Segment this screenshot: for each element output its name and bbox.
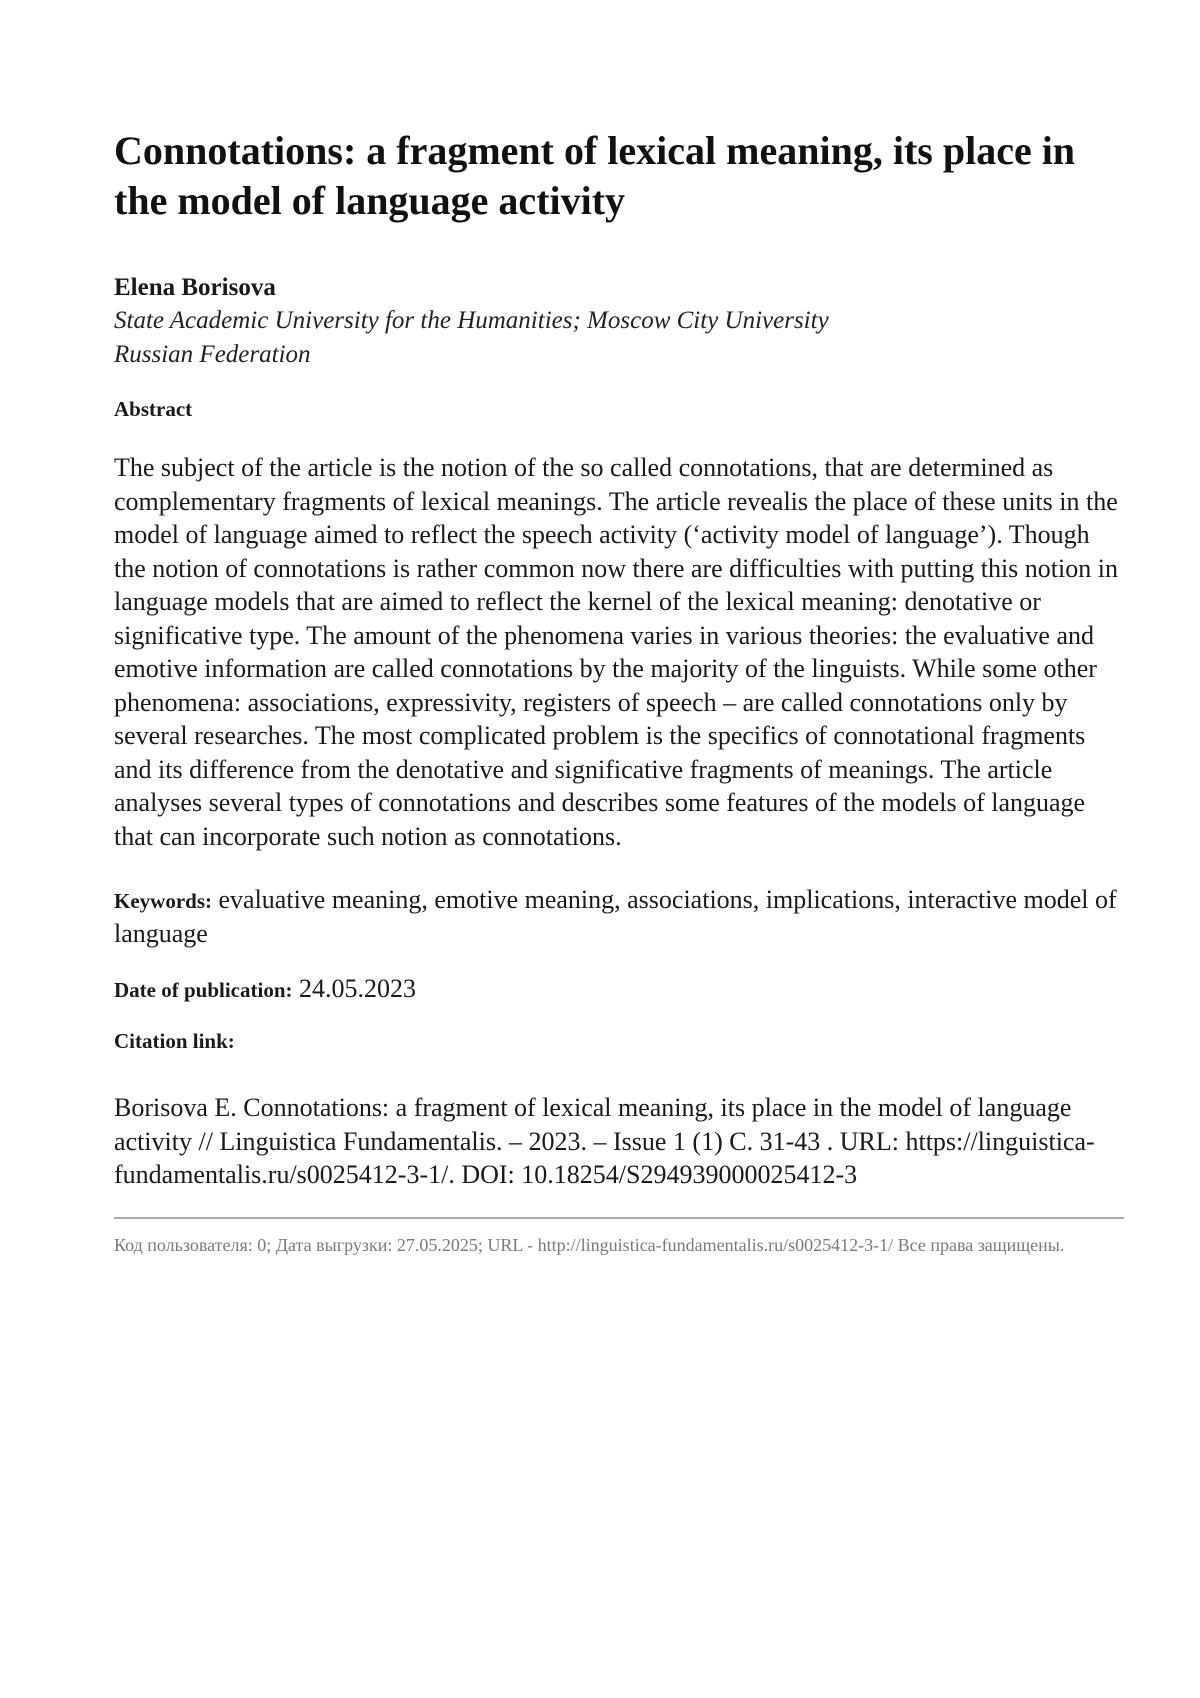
keywords-block — [114, 883, 1124, 950]
citation-heading: Citation link: — [114, 1029, 235, 1053]
citation-body: Borisova E. Connotations: a fragment of lexical meaning, its place in the model of language activity // Linguistica Fundamentalis. – 2023. – Issue 1 (1) C. 31-43 . URL: https://linguistica-fundamentalis.ru/s0025412-3-1/. DOI: 10.18254/S294939000025412-3 — [114, 1093, 1095, 1189]
footer-divider — [114, 1217, 1124, 1219]
footer-note: Код пользователя: 0; Дата выгрузки: 27.05.2025; URL - http://linguistica-fundamentalis.ru/s0025412-3-1/ Все права защищены. — [114, 1234, 1065, 1255]
article-page — [114, 126, 1124, 1258]
author-affiliation: State Academic University for the Humanities; Moscow City University — [114, 307, 829, 334]
publication-date-value: 24.05.2023 — [299, 974, 416, 1003]
article-title: Connotations: a fragment of lexical meaning, its place in the model of language activity — [114, 128, 1076, 223]
author-country: Russian Federation — [114, 341, 311, 368]
abstract-body: The subject of the article is the notion of the so called connotations, that are determined as complementary fragments of lexical meanings. The article revealis the place of these units in the model of language aimed to reflect the speech activity (‘activity model of language’). Though the notion of connotations is rather common now there are difficulties with putting this notion in language models that are aimed to reflect the kernel of the lexical meaning: denotative or significative type. The amount of the phenomena varies in various theories: the evaluative and emotive information are called connotations by the majority of the linguists. While some other phenomena: associations, expressivity, registers of speech – are called connotations only by several researches. The most complicated problem is the specifics of connotational fragments and its difference from the denotative and significative fragments of meanings. The article analyses several types of connotations and describes some features of the models of language that can incorporate such notion as connotations. — [114, 453, 1118, 851]
abstract-heading: Abstract — [114, 397, 193, 421]
keywords-label: Keywords: — [114, 889, 212, 913]
author-name: Elena Borisova — [114, 274, 276, 301]
publication-date-label: Date of publication: — [114, 978, 293, 1002]
publication-date-block — [114, 972, 1124, 1005]
keywords-value: evaluative meaning, emotive meaning, associations, implications, interactive model of language — [114, 885, 1117, 948]
